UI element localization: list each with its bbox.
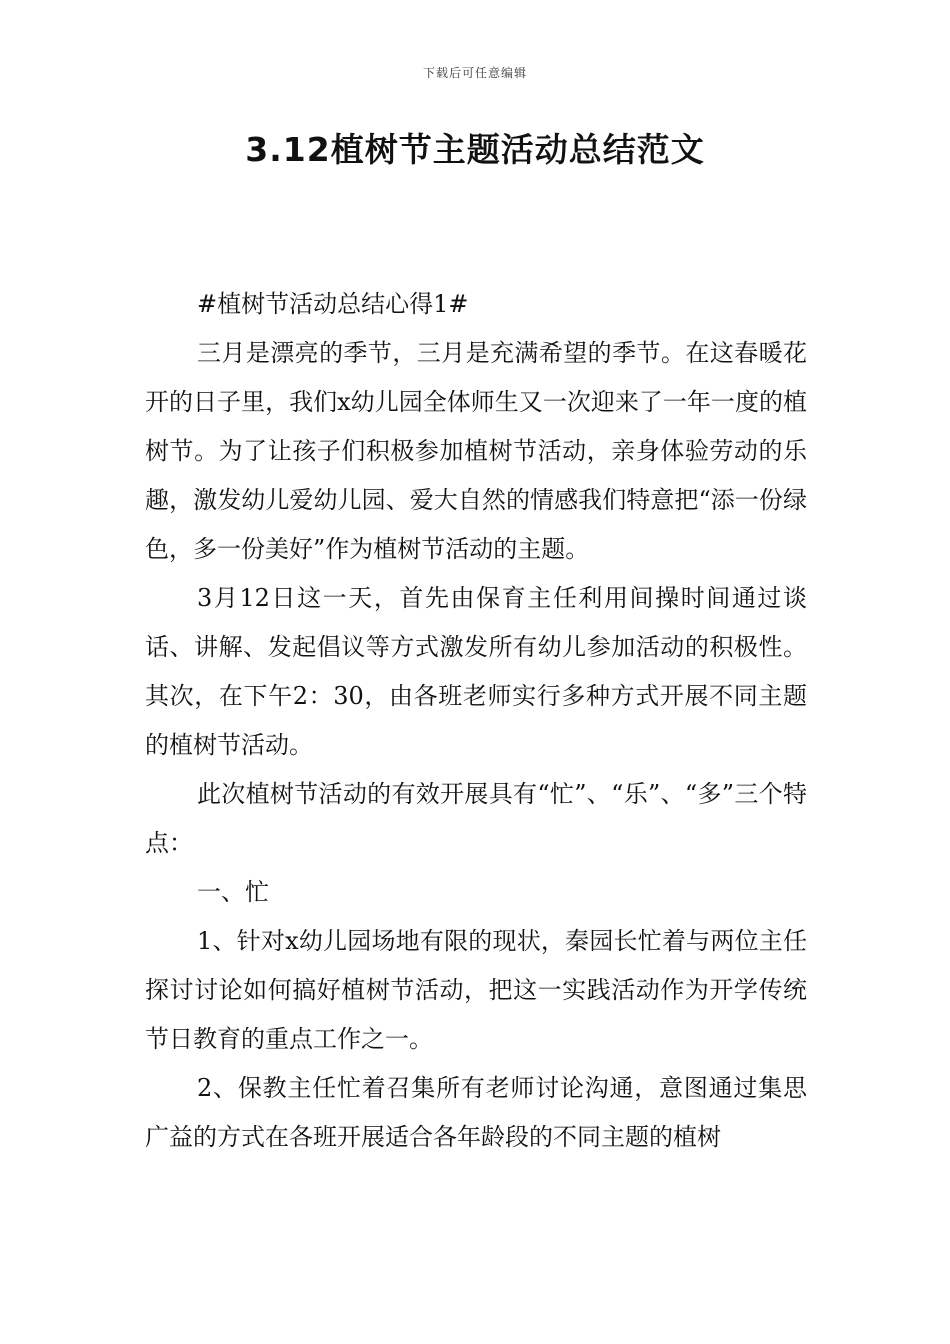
header-note: 下载后可任意编辑 [422, 66, 527, 80]
paragraph-section-heading: #植树节活动总结心得1# [197, 290, 469, 318]
paragraph: 此次植树节活动的有效开展具有“忙”、“乐”、“多”三个特点： [145, 780, 807, 857]
paragraph: 3月12日这一天，首先由保育主任利用间操时间通过谈话、讲解、发起倡议等方式激发所有幼儿参加活动的积极性。其次，在下午2：30，由各班老师实行多种方式开展不同主题的植树节活动。 [145, 584, 807, 759]
paragraph: 三月是漂亮的季节，三月是充满希望的季节。在这春暖花开的日子里，我们x幼儿园全体师生又一次迎来了一年一度的植树节。为了让孩子们积极参加植树节活动，亲身体验劳动的乐趣，激发幼儿爱幼儿园、爱大自然的情感我们特意把“添一份绿色，多一份美好”作为植树节活动的主题。 [145, 339, 807, 563]
document-body [145, 280, 807, 1162]
paragraph: 2、保教主任忙着召集所有老师讨论沟通，意图通过集思广益的方式在各班开展适合各年龄段的不同主题的植树 [145, 1074, 807, 1151]
paragraph: 1、针对x幼儿园场地有限的现状，秦园长忙着与两位主任探讨讨论如何搞好植树节活动，把这一实践活动作为开学传统节日教育的重点工作之一。 [145, 927, 807, 1053]
paragraph-subheading: 一、忙 [197, 878, 269, 906]
document-title: 3.12植树节主题活动总结范文 [245, 130, 705, 169]
